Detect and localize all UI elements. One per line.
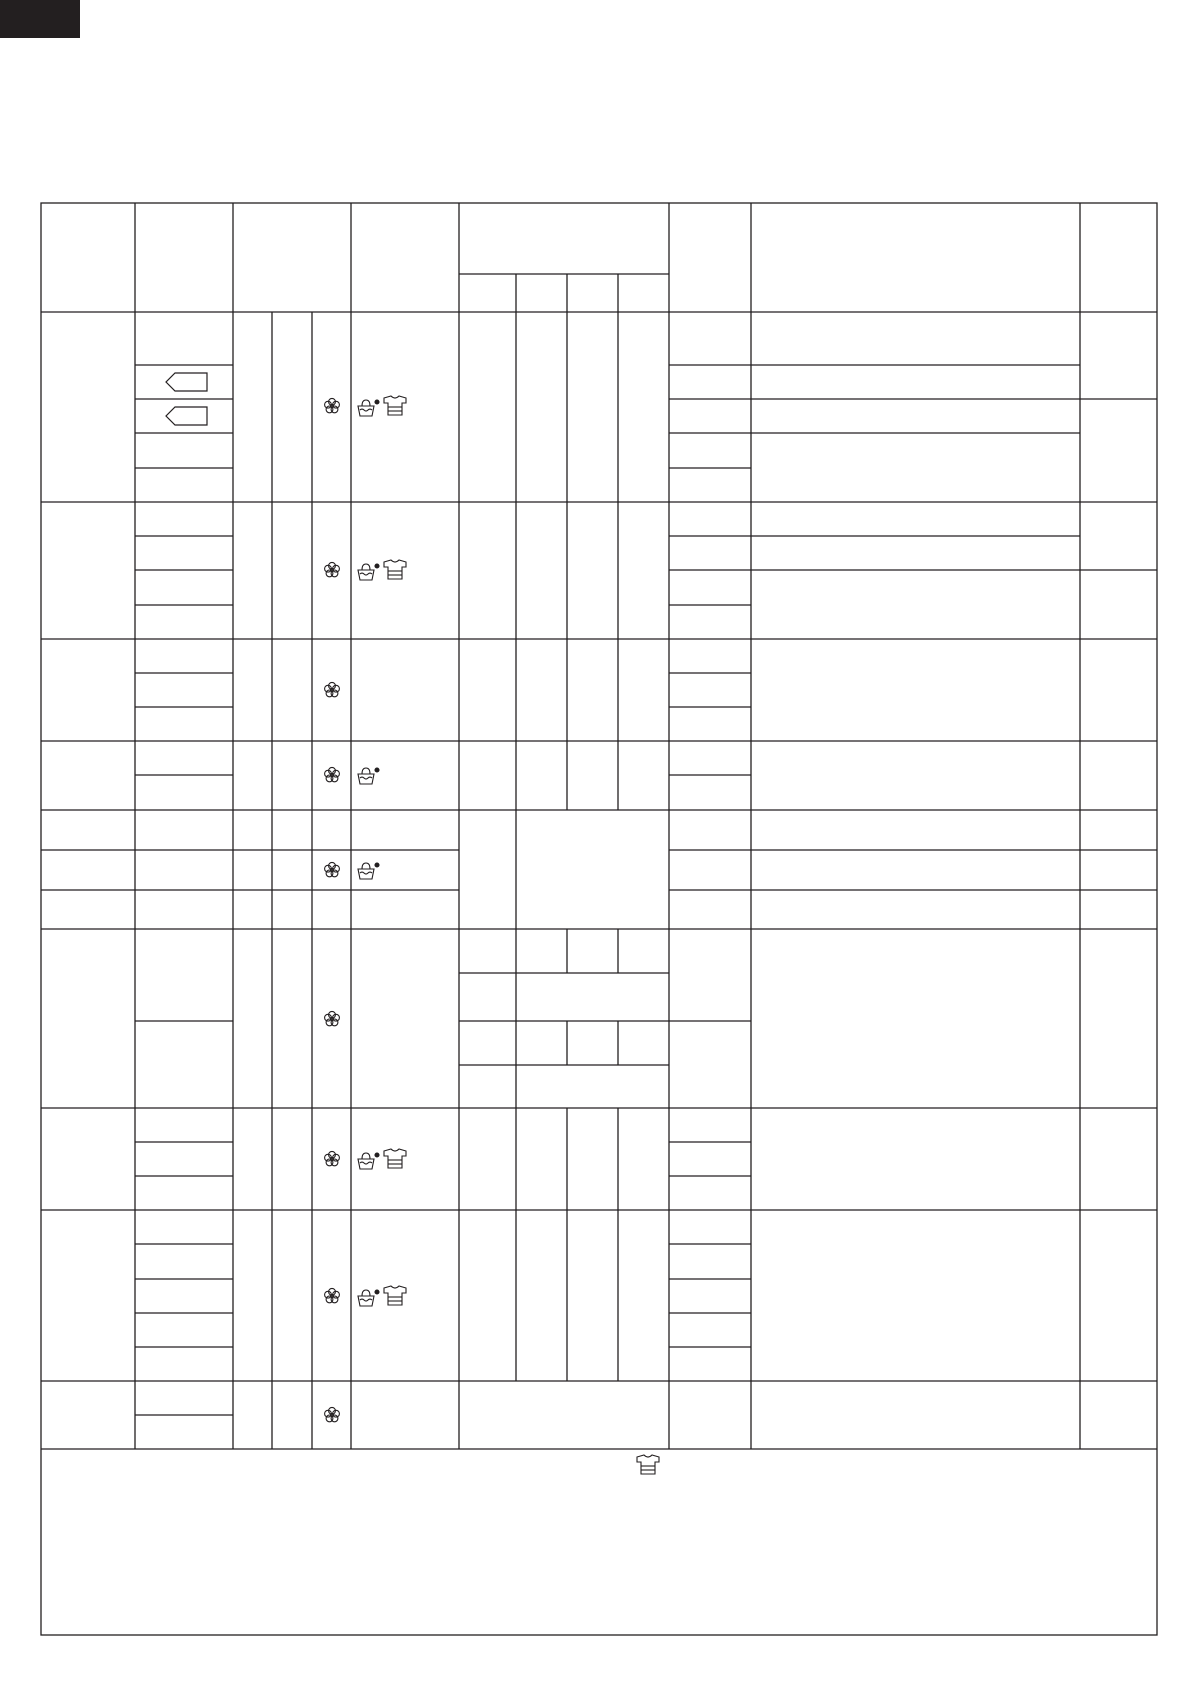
flower-icon	[325, 1407, 340, 1421]
shirt-icon	[384, 396, 406, 415]
data-table	[41, 203, 1157, 1635]
basin-icon	[358, 768, 379, 784]
basin-icon	[358, 1153, 379, 1169]
shirt-icon	[384, 1286, 406, 1305]
flower-icon	[325, 1151, 340, 1165]
basin-icon	[358, 564, 379, 580]
flower-icon	[325, 398, 340, 412]
flower-icon	[325, 1011, 340, 1025]
shirt-icon	[637, 1455, 659, 1474]
flower-icon	[325, 562, 340, 576]
tag-icon	[166, 407, 207, 425]
shirt-icon	[384, 560, 406, 579]
flower-icon	[325, 1288, 340, 1302]
basin-icon	[358, 400, 379, 416]
table-header	[41, 203, 1157, 312]
flower-icon	[325, 682, 340, 696]
basin-icon	[358, 863, 379, 879]
shirt-icon	[384, 1149, 406, 1168]
tag-icon	[166, 373, 207, 391]
flower-icon	[325, 862, 340, 876]
basin-icon	[358, 1290, 379, 1306]
header-tab	[0, 0, 80, 38]
flower-icon	[325, 767, 340, 781]
table-frame	[41, 203, 1157, 1635]
